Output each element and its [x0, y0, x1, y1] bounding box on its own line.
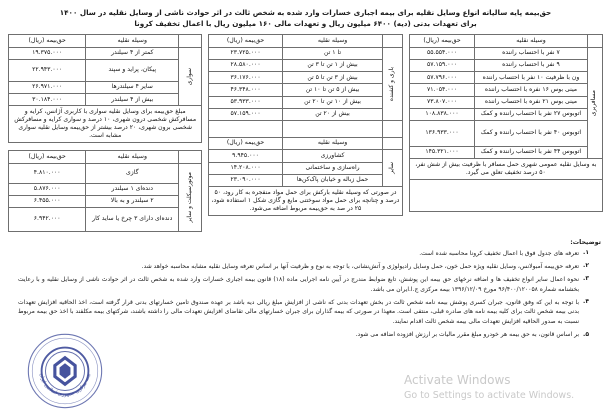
cell-vehicle: اتوبوس ۴۴ نفر با احتساب راننده و کمک	[475, 146, 587, 158]
table-row	[9, 195, 202, 207]
table-header-row	[9, 35, 202, 47]
table-filler-row	[209, 120, 402, 137]
panel-middle	[208, 34, 402, 215]
cell-vehicle: ۹ نفر با احتساب راننده	[475, 59, 587, 71]
category-header-cell	[383, 35, 402, 47]
table-row	[209, 72, 402, 84]
cell-vehicle: سایر ۴ سیلندرها	[86, 81, 179, 93]
cell-vehicle: ۲ سیلندر و به بالا	[86, 195, 179, 207]
table-row	[9, 208, 202, 232]
cell-vehicle: کمتر از ۴ سیلندر	[86, 47, 179, 59]
cell-vehicle: ۷ نفر با احتساب راننده	[475, 47, 587, 59]
table-row	[9, 47, 202, 59]
cell-vehicle: بیش از ۵ تن تا ۱۰ تن	[282, 84, 383, 96]
cell-vehicle: بیش از ۴ سیلندر	[86, 94, 179, 106]
panel-right	[8, 34, 202, 232]
table-row	[9, 183, 202, 195]
table-cargo	[208, 34, 402, 138]
document-title	[8, 7, 603, 29]
table-row	[409, 47, 602, 59]
table-note-row	[9, 106, 202, 143]
category-label-sedan: سواری	[179, 47, 202, 106]
table-row	[409, 108, 602, 120]
note-number: ۳.	[583, 275, 589, 283]
cell-premium: ۶.۹۴۲.۰۰۰	[9, 208, 86, 232]
column-header-premium: حق‌بیمه (ریال)	[209, 137, 282, 149]
watermark-line-1: Activate Windows	[404, 373, 511, 387]
cell-premium: ۶.۴۵۵.۰۰۰	[9, 195, 86, 207]
category-header-cell	[179, 151, 202, 163]
table-passenger-transport	[409, 34, 603, 211]
cell-premium: ۴.۸۱۰.۰۰۰	[9, 163, 86, 183]
cell-vehicle: ون با ظرفیت ۱۰ نفر با احتساب راننده	[475, 72, 587, 84]
cell-premium: ۹.۹۴۵.۰۰۰	[209, 150, 282, 162]
cell-vehicle: بیش از ۲۰ تن	[282, 108, 383, 120]
table-row	[409, 84, 602, 96]
cell-premium: ۵۳.۹۳۳.۰۰۰	[209, 96, 282, 108]
table-row	[209, 47, 402, 59]
table-other-vehicles	[208, 137, 402, 216]
category-header-cell	[179, 35, 202, 47]
table-sedan	[8, 34, 202, 143]
filler-cell	[282, 120, 383, 137]
table-row	[409, 96, 602, 108]
cell-vehicle: گازی	[86, 163, 179, 183]
table-filler-row	[409, 179, 602, 211]
cell-premium: ۲۳.۰۹۰.۰۰۰	[209, 174, 282, 186]
cell-vehicle: بیش از ۱۰ تن تا ۲۰ تن	[282, 96, 383, 108]
note-number: ۱.	[583, 249, 589, 257]
panel-spacer	[8, 143, 202, 150]
column-header-premium: حق‌بیمه (ریال)	[209, 35, 282, 47]
category-header-cell	[587, 35, 602, 47]
table-row	[409, 146, 602, 158]
column-header-vehicle: وسیله نقلیه	[86, 151, 179, 163]
column-header-premium: حق‌بیمه (ریال)	[9, 151, 86, 163]
table-header-row	[209, 35, 402, 47]
table-row	[209, 162, 402, 174]
note-item	[8, 249, 603, 259]
column-header-vehicle: وسیله نقلیه	[475, 35, 587, 47]
cell-vehicle: اتوبوس ۴۰ نفر با احتساب راننده و کمک	[475, 120, 587, 146]
cell-premium: ۷۳.۸۰۷.۰۰۰	[409, 96, 475, 108]
cell-vehicle: دنده‌ای دارای ۳ چرخ یا ساید کار	[86, 208, 179, 232]
column-header-vehicle: وسیله نقلیه	[282, 137, 383, 149]
cell-vehicle: پیکان، پراید و سپند	[86, 59, 179, 81]
table-row	[9, 163, 202, 183]
cell-premium: ۵۷.۷۹۶.۰۰۰	[409, 72, 475, 84]
cell-premium: ۲۸.۵۸۰.۰۰۰	[209, 59, 282, 71]
watermark-line-2: Go to Settings to activate Windows.	[404, 390, 575, 402]
column-header-premium: حق‌بیمه (ریال)	[409, 35, 475, 47]
column-header-vehicle: وسیله نقلیه	[282, 35, 383, 47]
cell-premium: ۱۴۵.۳۲۱.۰۰۰	[409, 146, 475, 158]
table-row	[209, 150, 402, 162]
cell-premium: ۵۷.۱۵۹.۰۰۰	[209, 108, 282, 120]
table-row	[409, 59, 602, 71]
cell-vehicle: اتوبوس ۲۷ نفر با احتساب راننده و کمک	[475, 108, 587, 120]
note-item	[8, 262, 603, 272]
note-item	[8, 298, 603, 328]
table-row	[409, 120, 602, 146]
table-row	[209, 174, 402, 186]
cell-premium: ۳۶.۱۷۶.۰۰۰	[209, 72, 282, 84]
column-header-premium: حق‌بیمه (ریال)	[9, 35, 86, 47]
table-header-row	[409, 35, 602, 47]
note-body: تعرفه حق‌بیمه آمبولانس، وسایل نقلیه ویژه حمل خون، حمل وسایل رادیولوژی و آتش‌نشانی، با توجه به نوع و ظرفیت آنها بر اساس تعرفه وسایل نقلیه مشابه محاسبه خواهد شد.	[141, 262, 580, 270]
seal-caption: بیمه مرکزی جمهوری اسلامی ایران	[38, 372, 92, 398]
table-note-row	[409, 159, 602, 179]
column-header-vehicle: وسیله نقلیه	[86, 35, 179, 47]
note-body: تعرفه های جدول فوق با اعمال تخفیف کرونا محاسبه شده است.	[419, 250, 580, 257]
panel-left	[409, 34, 603, 211]
cell-premium: ۱۰۸.۸۳۸.۰۰۰	[409, 108, 475, 120]
note-sedan-usage: مبلغ حق‌بیمه برای وسایل نقلیه سواری با کاربری آژانس، کرایه و مسافرکش شخصی درون شهری، ۱۰ درصد و سواری کرایه و مسافرکش شخصی برون شهری، ۲۰ درصد بیشتر از حق‌بیمه وسایل نقلیه سواری مشابه است.	[9, 106, 202, 143]
category-label-passenger: مسافربری	[587, 47, 602, 159]
notes-section	[8, 239, 603, 340]
cell-premium: ۳۰.۱۸۴.۰۰۰	[9, 94, 86, 106]
note-hazardous-cargo: در صورتی که وسیله نقلیه بارکش برای حمل مواد منفجره به کار رود، ۵۰ درصد و چنانچه برای حمل مواد سوختنی مایع و گازی شکل ۱ استفاده شود، ۲۵ در صد به حق‌بیمه مربوط اضافه می‌شود.	[209, 187, 402, 216]
table-row	[9, 81, 202, 93]
table-row	[9, 59, 202, 81]
note-urban-public-discount: به وسایل نقلیه عمومی شهری حمل مسافر با ظرفیت بیش از شش نفر، ۵۰ درصد تخفیف تعلق می گیرد.	[409, 159, 602, 179]
cell-premium: ۱۴.۲۰۸.۰۰۰	[209, 162, 282, 174]
cell-vehicle: دنده‌ای ۱ سیلندر	[86, 183, 179, 195]
note-number: ۵.	[583, 330, 589, 338]
filler-cell	[209, 120, 282, 137]
note-item	[8, 275, 603, 295]
category-label-cargo: باری و کشنده	[383, 47, 402, 120]
cell-premium: ۲۳.۷۲۵.۰۰۰	[209, 47, 282, 59]
category-label-motorcycle: موتورسیکلت و سایر	[179, 163, 202, 231]
table-row	[209, 84, 402, 96]
table-row	[209, 59, 402, 71]
cell-vehicle: کشاورزی	[282, 150, 383, 162]
cell-vehicle: تا ۱ تن	[282, 47, 383, 59]
tariff-panels	[8, 34, 603, 232]
table-row	[209, 108, 402, 120]
filler-cell	[383, 120, 402, 137]
table-row	[209, 96, 402, 108]
cell-premium: ۱۹.۳۷۵.۰۰۰	[9, 47, 86, 59]
table-header-row	[9, 151, 202, 163]
title-line-1: حق‌بیمه پایه سالیانه انواع وسایل نقلیه برای بیمه اجباری خسارات وارد شده به شخص ثالث در اثر حوادث ناشی از وسایل نقلیه در سال ۱۴۰۰	[59, 8, 552, 17]
table-row	[9, 94, 202, 106]
cell-premium: ۴۶.۳۴۸.۰۰۰	[209, 84, 282, 96]
title-line-2: برای تعهدات بدنی (دیه) ۶۴۰۰ میلیون ریال و تعهدات مالی ۱۶۰ میلیون ریال با اعمال تخفیف کرونا	[134, 19, 477, 29]
cell-vehicle: حمل زباله و خیابان پاک‌کن‌ها	[282, 174, 383, 186]
note-body: نحوه اعمال سایر انواع تخفیف ها و اضافه نرخهای حق بیمه این پوشش، تابع ضوابط مندرج در آیین نامه اجرایی ماده (۱۸) قانون بیمه اجباری خسارات وارد شده به شخص ثالث در اثر حوادث ناشی از وسایل نقلیه و با رعایت بخشنامه شماره ۹۶/۴۰۰/۱۲۰۰۵۸ مورخ ۱۳۹۶/۱۲/۰۹ بیمه مرکزی ج.ا.ایران می باشد.	[18, 275, 580, 293]
cell-premium: ۵.۸۷۶.۰۰۰	[9, 183, 86, 195]
table-motorcycle	[8, 150, 202, 232]
cell-vehicle: بیش از ۳ تن تا ۵ تن	[282, 72, 383, 84]
table-note-row	[209, 187, 402, 216]
cell-premium: ۲۶.۹۷۱.۰۰۰	[9, 81, 86, 93]
cell-premium: ۷۱.۰۵۴.۰۰۰	[409, 84, 475, 96]
notes-heading: توضیحات:	[570, 239, 601, 246]
note-body: با توجه به این که وفق قانون، جبران کسری پوشش بیمه نامه شخص ثالث در بخش تعهدات بدنی که ناشی از افزایش مبلغ ریالی دیه باشد بر عهده صندوق تامین خسارتهای بدنی قرار گرفته است، اخذ الحاقیه افزایش تعهدات بدنی بیمه شخص ثالث برای کلیه بیمه نامه های صادره قبلی، منتفی است. معهذا در صورتی که بیمه گذاران برای جبران خسارتهای مالی تقاضای افزایش تعهدات مالی را داشته باشند، شرکتهای بیمه مکلفند با اخذ حق بیمه مربوط نسبت به صدور الحاقیه افزایش تعهدات مالی بیمه شخص ثالث اقدام نمایند.	[18, 298, 580, 326]
cell-premium: ۲۲.۹۴۳.۰۰۰	[9, 59, 86, 81]
table-header-row	[209, 137, 402, 149]
cell-premium: ۱۳۶.۹۳۳.۰۰۰	[409, 120, 475, 146]
note-number: ۲.	[583, 262, 589, 270]
table-row	[409, 72, 602, 84]
cell-premium: ۵۵.۵۵۴.۰۰۰	[409, 47, 475, 59]
cell-vehicle: بیش از ۱ تن تا ۳ تن	[282, 59, 383, 71]
cell-vehicle: مینی بوس ۱۶ نفره با احتساب راننده	[475, 84, 587, 96]
category-header-cell	[383, 137, 402, 149]
note-number: ۴.	[583, 297, 589, 305]
cell-vehicle: مینی بوس ۲۱ نفره با احتساب راننده	[475, 96, 587, 108]
note-body: بر اساس قانون، به حق بیمه هر خودرو مبلغ مقرر مالیات بر ارزش افزوده اضافه می شود.	[355, 331, 580, 339]
windows-activation-watermark	[404, 372, 574, 403]
central-insurance-seal-icon	[26, 332, 104, 410]
category-label-other: سایر	[383, 150, 402, 187]
filler-cell	[409, 179, 602, 211]
cell-vehicle: راه‌سازی و ساختمانی	[282, 162, 383, 174]
cell-premium: ۵۷.۱۵۹.۰۰۰	[409, 59, 475, 71]
